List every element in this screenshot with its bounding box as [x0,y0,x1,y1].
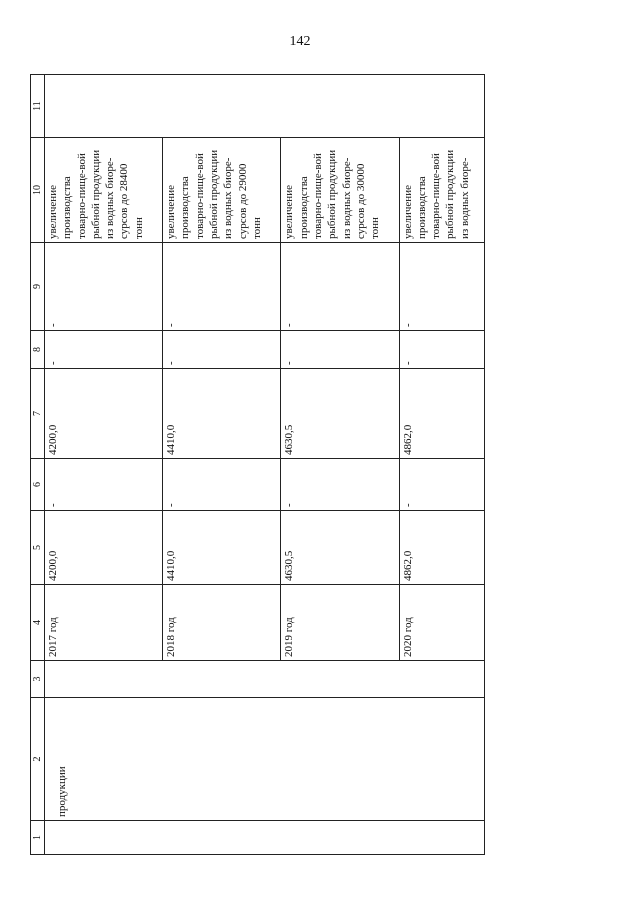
col-header: 3 [31,661,45,698]
col-header: 11 [31,75,45,138]
data-table [30,74,485,855]
col-header: 8 [31,331,45,369]
cell-col6: - [281,459,399,511]
cell-col11 [45,75,485,138]
col-header: 5 [31,511,45,585]
cell-col5: 4862,0 [399,511,484,585]
cell-col6: - [399,459,484,511]
cell-col8: - [45,331,163,369]
cell-col9: - [45,243,163,331]
table-row [45,75,163,855]
col-header: 7 [31,369,45,459]
cell-col6: - [45,459,163,511]
page-number: 142 [289,34,311,49]
cell-result: увеличение производства товарно-пище-вой рыбной продукции из водных биоре- [399,138,484,243]
cell-col8: - [163,331,281,369]
col-header: 1 [31,821,45,855]
cell-result: увеличение производства товарно-пище-вой рыбной продукции из водных биоре-сурсов до 28400 тонн [45,138,163,243]
cell-year: 2018 год [163,585,281,661]
cell-col1 [45,821,485,855]
col-header: 9 [31,243,45,331]
rotated-table-wrapper [30,75,485,855]
col-header: 2 [31,698,45,821]
cell-col8: - [399,331,484,369]
cell-col8: - [281,331,399,369]
cell-result: увеличение производства товарно-пище-вой рыбной продукции из водных биоре-сурсов до 30000 тонн [281,138,399,243]
cell-col7: 4862,0 [399,369,484,459]
cell-col7: 4200,0 [45,369,163,459]
header-row [31,75,45,855]
cell-col7: 4410,0 [163,369,281,459]
cell-col6: - [163,459,281,511]
cell-year: 2019 год [281,585,399,661]
cell-result: увеличение производства товарно-пище-вой рыбной продукции из водных биоре-сурсов до 29000 тонн [163,138,281,243]
product-text: продукции [56,766,68,817]
cell-col5: 4630,5 [281,511,399,585]
cell-col5: 4410,0 [163,511,281,585]
cell-col9: - [399,243,484,331]
col-header: 10 [31,138,45,243]
cell-col9: - [163,243,281,331]
cell-col3 [45,661,485,698]
col-header: 6 [31,459,45,511]
cell-col9: - [281,243,399,331]
cell-year: 2017 год [45,585,163,661]
col-header: 4 [31,585,45,661]
cell-col5: 4200,0 [45,511,163,585]
cell-year: 2020 год [399,585,484,661]
cell-col7: 4630,5 [281,369,399,459]
cell-col2 [45,698,485,821]
